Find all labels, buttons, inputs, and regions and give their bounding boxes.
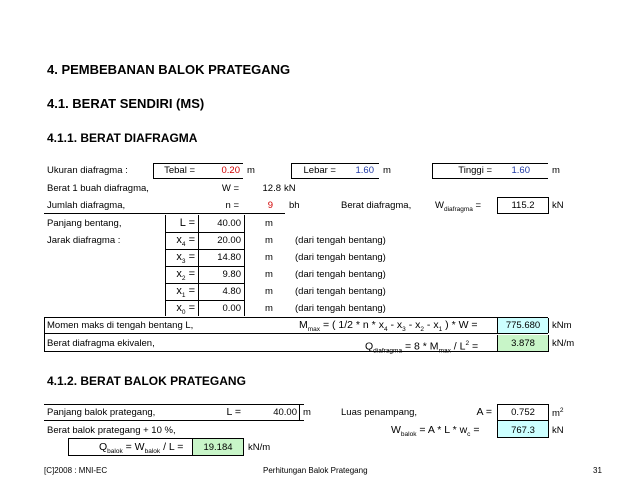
lebar-unit: m [383, 165, 391, 176]
x-value: 4.80 [222, 286, 241, 297]
x-note: (dari tengah bentang) [295, 235, 386, 246]
momen-label: Momen maks di tengah bentang L, [47, 320, 194, 331]
tebal-label: Tebal = [164, 165, 195, 176]
L-value: 40.00 [217, 218, 241, 229]
n-value: 9 [267, 200, 273, 211]
balok-L-unit: m [303, 407, 311, 418]
qbalok-value: 19.184 [203, 442, 233, 453]
wb-value: 767.3 [511, 425, 535, 436]
A-label: A = [476, 406, 492, 418]
A-unit: $m^2$ [552, 407, 564, 420]
x-label: $x_2$ = [176, 268, 195, 283]
x-unit: m [265, 269, 273, 280]
x-row-divider [165, 266, 245, 267]
tinggi-unit: m [552, 165, 560, 176]
ekivalen-value: 3.878 [511, 338, 535, 349]
footer-page-number: 31 [593, 466, 602, 475]
x-label: $x_1$ = [176, 285, 195, 300]
tinggi-value: 1.60 [511, 165, 530, 176]
ukuran-label: Ukuran diafragma : [47, 165, 128, 176]
n-unit: bh [289, 200, 300, 211]
wb-formula: $W_{balok} = A * L * w_c$ = [391, 424, 480, 439]
A-value: 0.752 [511, 407, 535, 418]
tebal-unit: m [247, 165, 255, 176]
n-label: n = [225, 200, 239, 211]
w-value: 12.8 [262, 183, 281, 194]
x-note: (dari tengah bentang) [295, 269, 386, 280]
momen-value: 775.680 [505, 320, 541, 331]
berat-diafragma-label: Berat diafragma, [341, 200, 412, 211]
panjang-bentang-label: Panjang bentang, [47, 218, 122, 229]
x-row-divider [165, 300, 245, 301]
x-note: (dari tengah bentang) [295, 286, 386, 297]
x-unit: m [265, 235, 273, 246]
x-value: 14.80 [217, 252, 241, 263]
footer-center: Perhitungan Balok Prategang [263, 466, 368, 475]
x-unit: m [265, 286, 273, 297]
w-unit: kN [284, 183, 296, 194]
x-value: 20.00 [217, 235, 241, 246]
x-unit: m [265, 252, 273, 263]
section-heading-4-1-2: 4.1.2. BERAT BALOK PRATEGANG [47, 374, 246, 388]
luas-label: Luas penampang, [341, 407, 418, 418]
qbalok-formula: $Q_{balok} = W_{balok} / L$ = [99, 441, 184, 456]
balok-panjang-label: Panjang balok prategang, [47, 407, 156, 418]
w-label: W = [221, 183, 239, 194]
section-heading-4-1: 4.1. BERAT SENDIRI (MS) [47, 96, 205, 111]
x-label: $x_3$ = [176, 251, 195, 266]
x-label: $x_4$ = [176, 234, 195, 249]
x-row-divider [165, 283, 245, 284]
x-row-divider [165, 249, 245, 250]
momen-formula: $M_{max}$ = ( 1/2 * n * $x_4 - x_3 - x_2 - x_1$ ) * W = [299, 319, 478, 334]
x-note: (dari tengah bentang) [295, 303, 386, 314]
section-heading-4-1-1: 4.1.1. BERAT DIAFRAGMA [47, 131, 198, 145]
wb-unit: kN [552, 425, 564, 436]
x-value: 0.00 [222, 303, 241, 314]
wd-unit: kN [552, 200, 564, 211]
qbalok-unit: kN/m [248, 442, 271, 453]
L-label: L = [179, 217, 195, 229]
x-label: $x_0$ = [176, 302, 195, 317]
berat1-label: Berat 1 buah diafragma, [47, 183, 149, 194]
ekivalen-unit: kN/m [552, 338, 575, 349]
wd-value: 115.2 [511, 200, 535, 211]
lebar-label: Lebar = [303, 165, 336, 176]
balok-L-label: L = [226, 406, 241, 418]
jarak-label: Jarak diafragma : [47, 235, 121, 246]
momen-unit: kNm [552, 320, 572, 331]
lebar-value: 1.60 [355, 165, 374, 176]
x-note: (dari tengah bentang) [295, 252, 386, 263]
footer-left: [C]2008 : MNI-EC [44, 466, 108, 475]
x-value: 9.80 [222, 269, 241, 280]
balok-L-value: 40.00 [273, 407, 297, 418]
ekivalen-formula: $Q_{diafragma} = 8 * M_{max} / L^2$ = [365, 340, 479, 355]
wd-label: $W_{diafragma}$ = [435, 200, 482, 213]
ekivalen-label: Berat diafragma ekivalen, [47, 338, 155, 349]
tebal-value: 0.20 [221, 165, 240, 176]
balok-berat-label: Berat balok prategang + 10 %, [47, 425, 176, 436]
jumlah-label: Jumlah diafragma, [47, 200, 126, 211]
x-unit: m [265, 303, 273, 314]
tinggi-label: Tinggi = [458, 165, 492, 176]
section-heading-4: 4. PEMBEBANAN BALOK PRATEGANG [47, 62, 291, 77]
L-unit: m [265, 218, 273, 229]
x-row-divider [165, 232, 245, 233]
